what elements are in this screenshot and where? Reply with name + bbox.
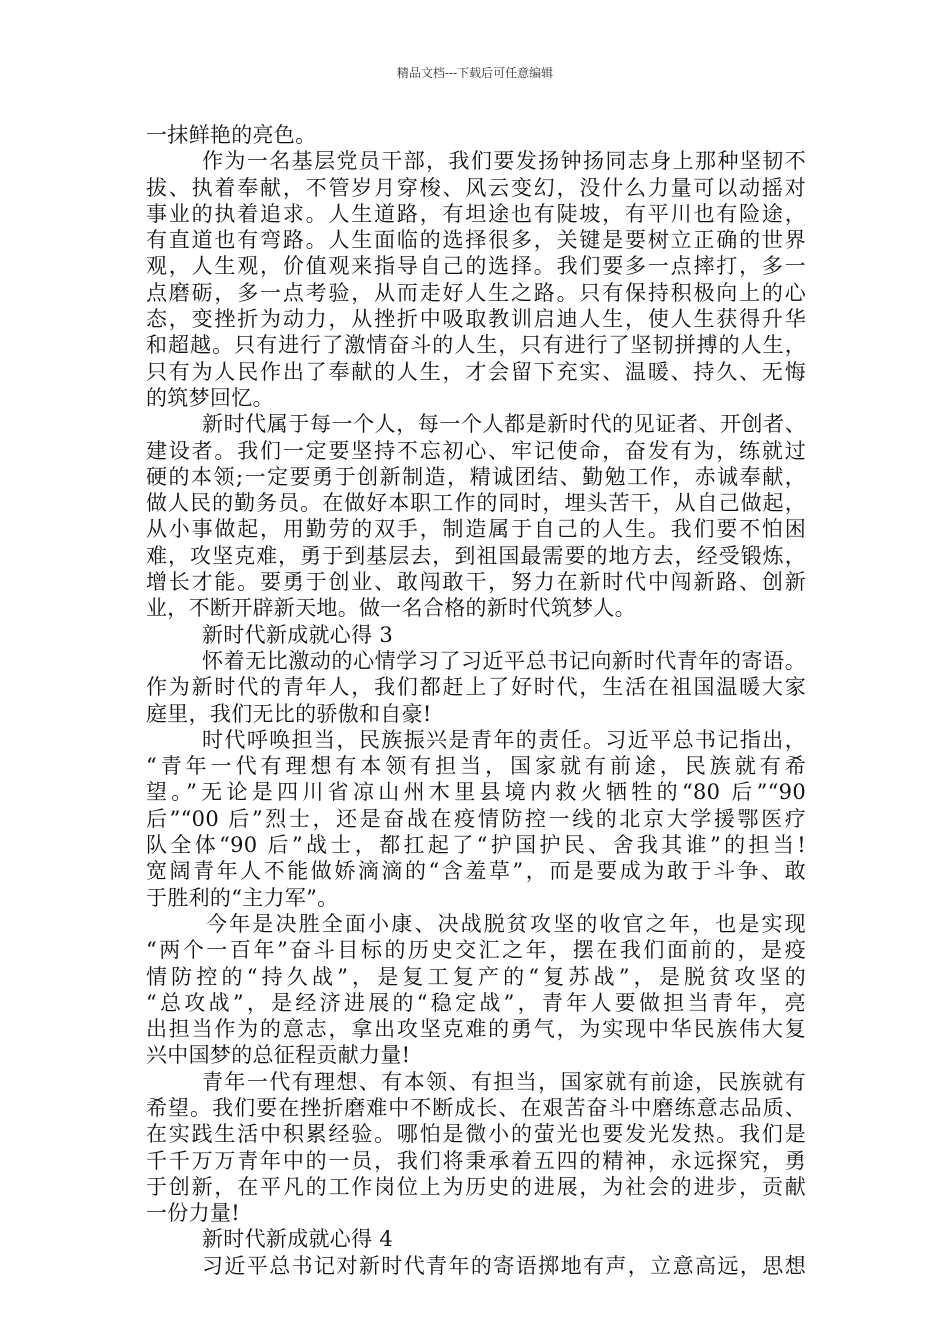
text-line: 千千万万青年中的一员，我们将秉承着五四的精神，永远探究，勇 (146, 1148, 806, 1173)
text-line: 后”“00 后”烈士，还是奋战在疫情防控一线的北京大学援鄂医疗 (146, 806, 806, 831)
text-line: 和超越。只有进行了激情奋斗的人生，只有进行了坚韧拼搏的人生， (146, 333, 806, 358)
text-line: 庭里，我们无比的骄傲和自豪! (146, 701, 432, 726)
text-line: 点磨砺，多一点考验，从而走好人生之路。只有保持积极向上的心 (146, 280, 806, 305)
text-line: 出担当作为的意志，拿出攻坚克难的勇气，为实现中华民族伟大复 (146, 1017, 806, 1042)
text-line: 于胜利的“主力军”。 (146, 885, 339, 910)
text-line: 难，攻坚克难，勇于到基层去，到祖国最需要的地方去，经受锻炼， (146, 543, 806, 568)
page-header: 精品文档---下载后可任意编辑 (396, 66, 554, 80)
text-line: 时代呼唤担当，民族振兴是青年的责任。习近平总书记指出， (202, 727, 806, 752)
text-line: 增长才能。要勇于创业、敢闯敢干，努力在新时代中闯新路、创新 (146, 570, 806, 595)
text-line: 新时代新成就心得 4 (202, 1227, 394, 1252)
text-line: 的筑梦回忆。 (146, 385, 274, 410)
text-line: 新时代新成就心得 3 (202, 622, 394, 647)
text-line: 新时代属于每一个人，每一个人都是新时代的见证者、开创者、 (202, 412, 806, 437)
text-line: 希望。我们要在挫折磨难中不断成长、在艰苦奋斗中磨练意志品质、 (146, 1095, 806, 1120)
text-line: 从小事做起，用勤劳的双手，制造属于自己的人生。我们要不怕困 (146, 517, 806, 542)
text-line: 一份力量! (146, 1201, 240, 1226)
text-line: 宽阔青年人不能做娇滴滴的“含羞草”，而是要成为敢于斗争、敢 (146, 859, 806, 884)
text-line: 做人民的勤务员。在做好本职工作的同时，埋头苦干，从自己做起， (146, 491, 806, 516)
document-body (146, 122, 806, 1279)
text-line: “青年一代有理想有本领有担当，国家就有前途，民族就有希 (146, 754, 806, 779)
text-line: 只有为人民作出了奉献的人生，才会留下充实、温暖、持久、无悔 (146, 359, 806, 384)
text-line: 一抹鲜艳的亮色。 (146, 123, 317, 147)
text-line: 习近平总书记对新时代青年的寄语掷地有声，立意高远，思想 (202, 1253, 806, 1278)
text-line: 业，不断开辟新天地。做一名合格的新时代筑梦人。 (146, 596, 636, 621)
text-line: “两个一百年”奋斗目标的历史交汇之年，摆在我们面前的，是疫 (146, 938, 806, 963)
text-line: 青年一代有理想、有本领、有担当，国家就有前途，民族就有 (202, 1069, 806, 1094)
text-line: 观，人生观，价值观来指导自己的选择。我们要多一点摔打，多一 (146, 254, 806, 279)
text-line: 建设者。我们一定要坚持不忘初心、牢记使命，奋发有为，练就过 (146, 438, 806, 463)
text-line: 望。”无论是四川省凉山州木里县境内救火牺牲的“80 后”“90 (146, 780, 806, 805)
text-line: 于创新，在平凡的工作岗位上为历史的进展，为社会的进步，贡献 (146, 1174, 806, 1199)
text-line: 怀着无比激动的心情学习了习近平总书记向新时代青年的寄语。 (202, 648, 806, 673)
text-line: 队全体“90 后”战士，都扛起了“护国护民、舍我其谁”的担当! (146, 833, 806, 858)
text-line: 兴中国梦的总征程贡献力量! (146, 1043, 411, 1068)
text-line: 硬的本领;一定要勇于创新制造，精诚团结、勤勉工作，赤诚奉献， (146, 464, 806, 489)
text-line: 情防控的“持久战”，是复工复产的“复苏战”，是脱贫攻坚的 (146, 964, 806, 989)
text-line: “总攻战”，是经济进展的“稳定战”，青年人要做担当青年，亮 (146, 990, 806, 1015)
text-line: 拔、执着奉献，不管岁月穿梭、风云变幻，没什么力量可以动摇对 (146, 175, 806, 200)
text-line: 态，变挫折为动力，从挫折中吸取教训启迪人生，使人生获得升华 (146, 307, 806, 332)
text-line: 作为新时代的青年人，我们都赶上了好时代，生活在祖国温暖大家 (146, 675, 806, 700)
text-line: 在实践生活中积累经验。哪怕是微小的萤光也要发光发热。我们是 (146, 1122, 806, 1147)
text-line: 今年是决胜全面小康、决战脱贫攻坚的收官之年，也是实现 (206, 911, 806, 936)
text-line: 事业的执着追求。人生道路，有坦途也有陡坡，有平川也有险途， (146, 201, 806, 226)
text-line: 有直道也有弯路。人生面临的选择很多，关键是要树立正确的世界 (146, 228, 806, 253)
text-line: 作为一名基层党员干部，我们要发扬钟扬同志身上那种坚韧不 (202, 149, 806, 174)
